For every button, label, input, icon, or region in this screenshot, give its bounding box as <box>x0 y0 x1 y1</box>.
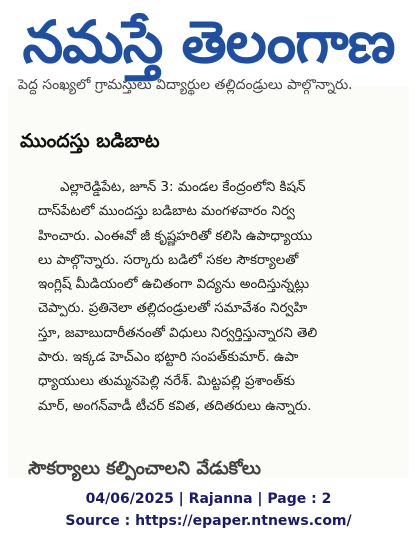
clipping-source-info <box>0 488 417 532</box>
article-line: హించారు. ఎంఈవో జీ కృష్ణహరితో కలిసి ఉపాధ్యాయు <box>38 228 313 244</box>
article-line: ధ్యాయులు తుమ్మనపెల్లి నరేశ్. మిట్టపల్లి ప్రశాంత్‌కు <box>38 374 295 390</box>
masthead-title: నమస్తే తెలంగాణ <box>22 8 395 76</box>
article-line: మార్, అంగన్‌వాడీ టీచర్ కవిత, తదితరులు ఉన్నారు. <box>38 398 312 414</box>
article-line: ఎల్లారెడ్డిపేట, జూన్ 3: మండల కేంద్రంలోని కిషన్ <box>60 180 306 195</box>
article-line: స్తూ, జవాబుదారీతనంతో విధులు నిర్వర్తిస్తున్నారని తెలి <box>38 325 318 341</box>
source-url[interactable]: Source : https://epaper.ntnews.com/ <box>65 513 352 529</box>
date-edition-page: 04/06/2025 | Rajanna | Page : 2 <box>85 491 332 507</box>
article-line: పారు. ఇక్కడ హెచ్‌ఎం భట్టారి సంపత్‌కుమార్. ఉపా <box>38 350 299 366</box>
article-line: దాస్‌పేటలో ముందస్తు బడిబాట మంగళవారం నిర్వ <box>38 204 295 220</box>
article-body <box>38 176 400 419</box>
article-line: చెప్పారు. ప్రతినెలా తల్లిదండ్రులతో సమావేశం నిర్వహి <box>38 301 308 317</box>
article-line: లు పాల్గొన్నారు. సర్కారు బడిలో సకల సౌకర్యాలతో <box>38 252 299 268</box>
newspaper-masthead <box>0 0 417 84</box>
newspaper-clipping <box>8 77 409 479</box>
cut-off-next-headline: సౌకర్యాలు కల్పించాలని వేడుకోలు <box>28 458 261 479</box>
cut-off-top-line: పెద్ద సంఖ్యలో గ్రామస్తులు విద్యార్థుల తల్లిదండ్రులు పాల్గొన్నారు. <box>18 77 353 93</box>
article-headline: ముందస్తు బడిబాట <box>20 130 160 152</box>
article-line: ఇంగ్లిష్ మీడియంలో ఉచితంగా విద్యను అందిస్తున్నట్లు <box>38 277 310 293</box>
